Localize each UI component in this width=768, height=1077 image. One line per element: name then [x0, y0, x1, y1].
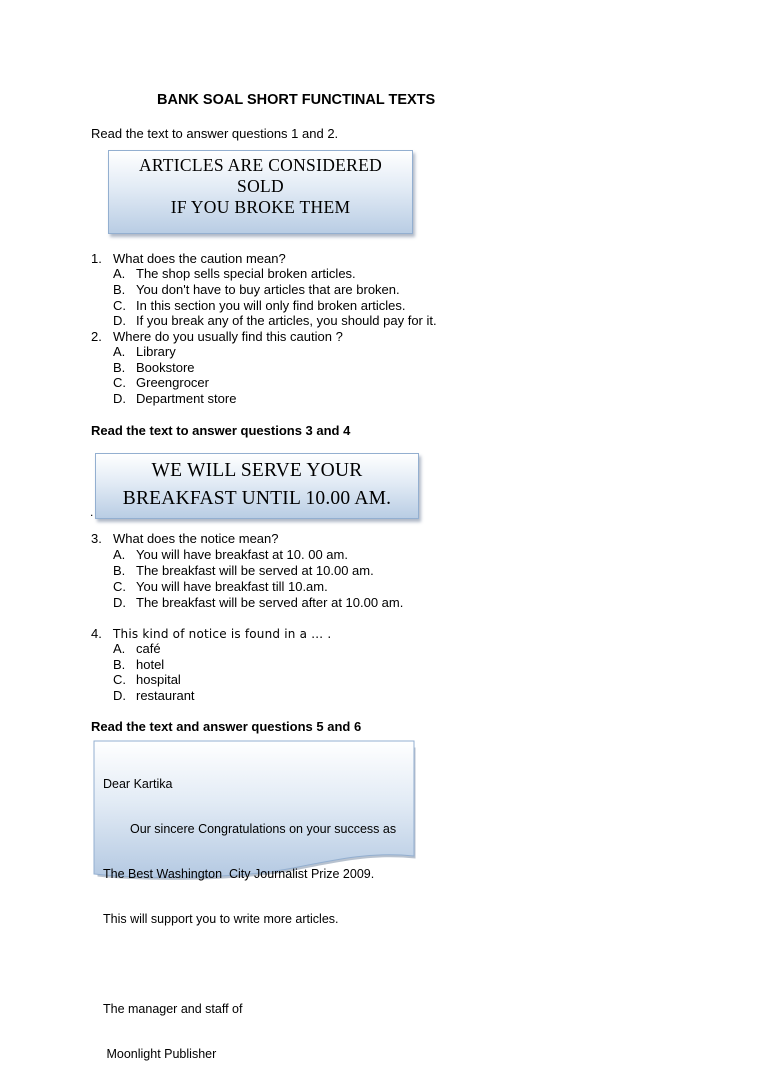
- letter-blank-line: [103, 957, 396, 972]
- caution-notice-box: [108, 150, 413, 234]
- option-text: You don't have to buy articles that are broken.: [136, 282, 400, 297]
- question-text: This kind of notice is found in a … .: [113, 627, 332, 641]
- caution-line-3: IF YOU BROKE THEM: [170, 197, 351, 217]
- option-2a: [113, 344, 176, 359]
- letter-closing-1: The manager and staff of: [103, 1002, 243, 1016]
- caution-line-2: SOLD: [237, 176, 284, 196]
- question-number: 4.: [91, 626, 102, 641]
- instruction-q5-q6: Read the text and answer questions 5 and 6: [91, 719, 362, 734]
- question-3: [91, 531, 279, 547]
- question-text: What does the caution mean?: [113, 251, 286, 266]
- option-text: The breakfast will be served after at 10.00 am.: [136, 595, 404, 610]
- option-text: hotel: [136, 657, 165, 672]
- option-letter: A.: [113, 641, 126, 656]
- question-1: [91, 251, 286, 267]
- breakfast-line-1: WE WILL SERVE YOUR: [151, 460, 363, 481]
- option-3d: [113, 595, 403, 610]
- stray-dot: .: [90, 505, 94, 519]
- option-letter: C.: [113, 579, 126, 594]
- caution-line-1: ARTICLES ARE CONSIDERED: [138, 155, 383, 175]
- option-letter: A.: [113, 266, 126, 281]
- option-2c: [113, 375, 209, 390]
- option-text: You will have breakfast till 10.am.: [136, 579, 328, 594]
- option-letter: D.: [113, 313, 126, 328]
- letter-closing-2: Moonlight Publisher: [103, 1047, 217, 1061]
- option-text: Library: [136, 344, 176, 359]
- option-letter: B.: [113, 657, 126, 672]
- option-1d: [113, 313, 437, 328]
- option-text: In this section you will only find broken articles.: [136, 298, 406, 313]
- option-text: If you break any of the articles, you should pay for it.: [136, 313, 437, 328]
- option-text: Department store: [136, 391, 237, 406]
- question-text: Where do you usually find this caution ?: [113, 329, 343, 344]
- option-2d: [113, 391, 236, 406]
- option-4d: [113, 688, 195, 703]
- option-letter: C.: [113, 672, 126, 687]
- option-text: café: [136, 641, 161, 656]
- option-1c: [113, 298, 406, 313]
- option-text: Bookstore: [136, 360, 195, 375]
- option-letter: A.: [113, 547, 126, 562]
- letter-line-1: Our sincere Congratulations on your success as: [130, 822, 397, 836]
- letter-line-2: The Best Washington City Journalist Prize 2009.: [103, 867, 375, 881]
- option-3a: [113, 547, 348, 562]
- option-letter: B.: [113, 282, 126, 297]
- option-1a: [113, 266, 356, 281]
- option-text: You will have breakfast at 10. 00 am.: [136, 547, 348, 562]
- option-letter: B.: [113, 360, 126, 375]
- page-title: BANK SOAL SHORT FUNCTINAL TEXTS: [157, 92, 436, 108]
- option-text: The shop sells special broken articles.: [136, 266, 356, 281]
- question-number: 2.: [91, 329, 102, 344]
- option-4c: [113, 672, 181, 687]
- option-letter: B.: [113, 563, 126, 578]
- option-2b: [113, 360, 195, 375]
- option-3b: [113, 563, 374, 578]
- option-text: restaurant: [136, 688, 195, 703]
- option-letter: C.: [113, 375, 126, 390]
- question-number: 3.: [91, 531, 102, 546]
- question-number: 1.: [91, 251, 102, 266]
- letter-body: [103, 747, 396, 1077]
- option-letter: A.: [113, 344, 126, 359]
- option-1b: [113, 282, 400, 297]
- option-4b: [113, 657, 164, 672]
- option-4a: [113, 641, 161, 656]
- breakfast-line-2: BREAKFAST UNTIL 10.00 AM.: [122, 488, 392, 509]
- option-letter: D.: [113, 688, 126, 703]
- instruction-q1-q2: Read the text to answer questions 1 and 2.: [91, 126, 339, 141]
- instruction-q3-q4: Read the text to answer questions 3 and 4: [91, 423, 351, 438]
- option-3c: [113, 579, 328, 594]
- option-text: Greengrocer: [136, 375, 209, 390]
- letter-salutation: Dear Kartika: [103, 777, 173, 791]
- letter-line-3: This will support you to write more articles.: [103, 912, 339, 926]
- option-text: hospital: [136, 672, 181, 687]
- option-letter: D.: [113, 595, 126, 610]
- option-letter: D.: [113, 391, 126, 406]
- question-text: What does the notice mean?: [113, 531, 279, 546]
- question-2: [91, 329, 343, 345]
- option-letter: C.: [113, 298, 126, 313]
- breakfast-notice-box: [95, 453, 419, 519]
- option-text: The breakfast will be served at 10.00 am.: [136, 563, 374, 578]
